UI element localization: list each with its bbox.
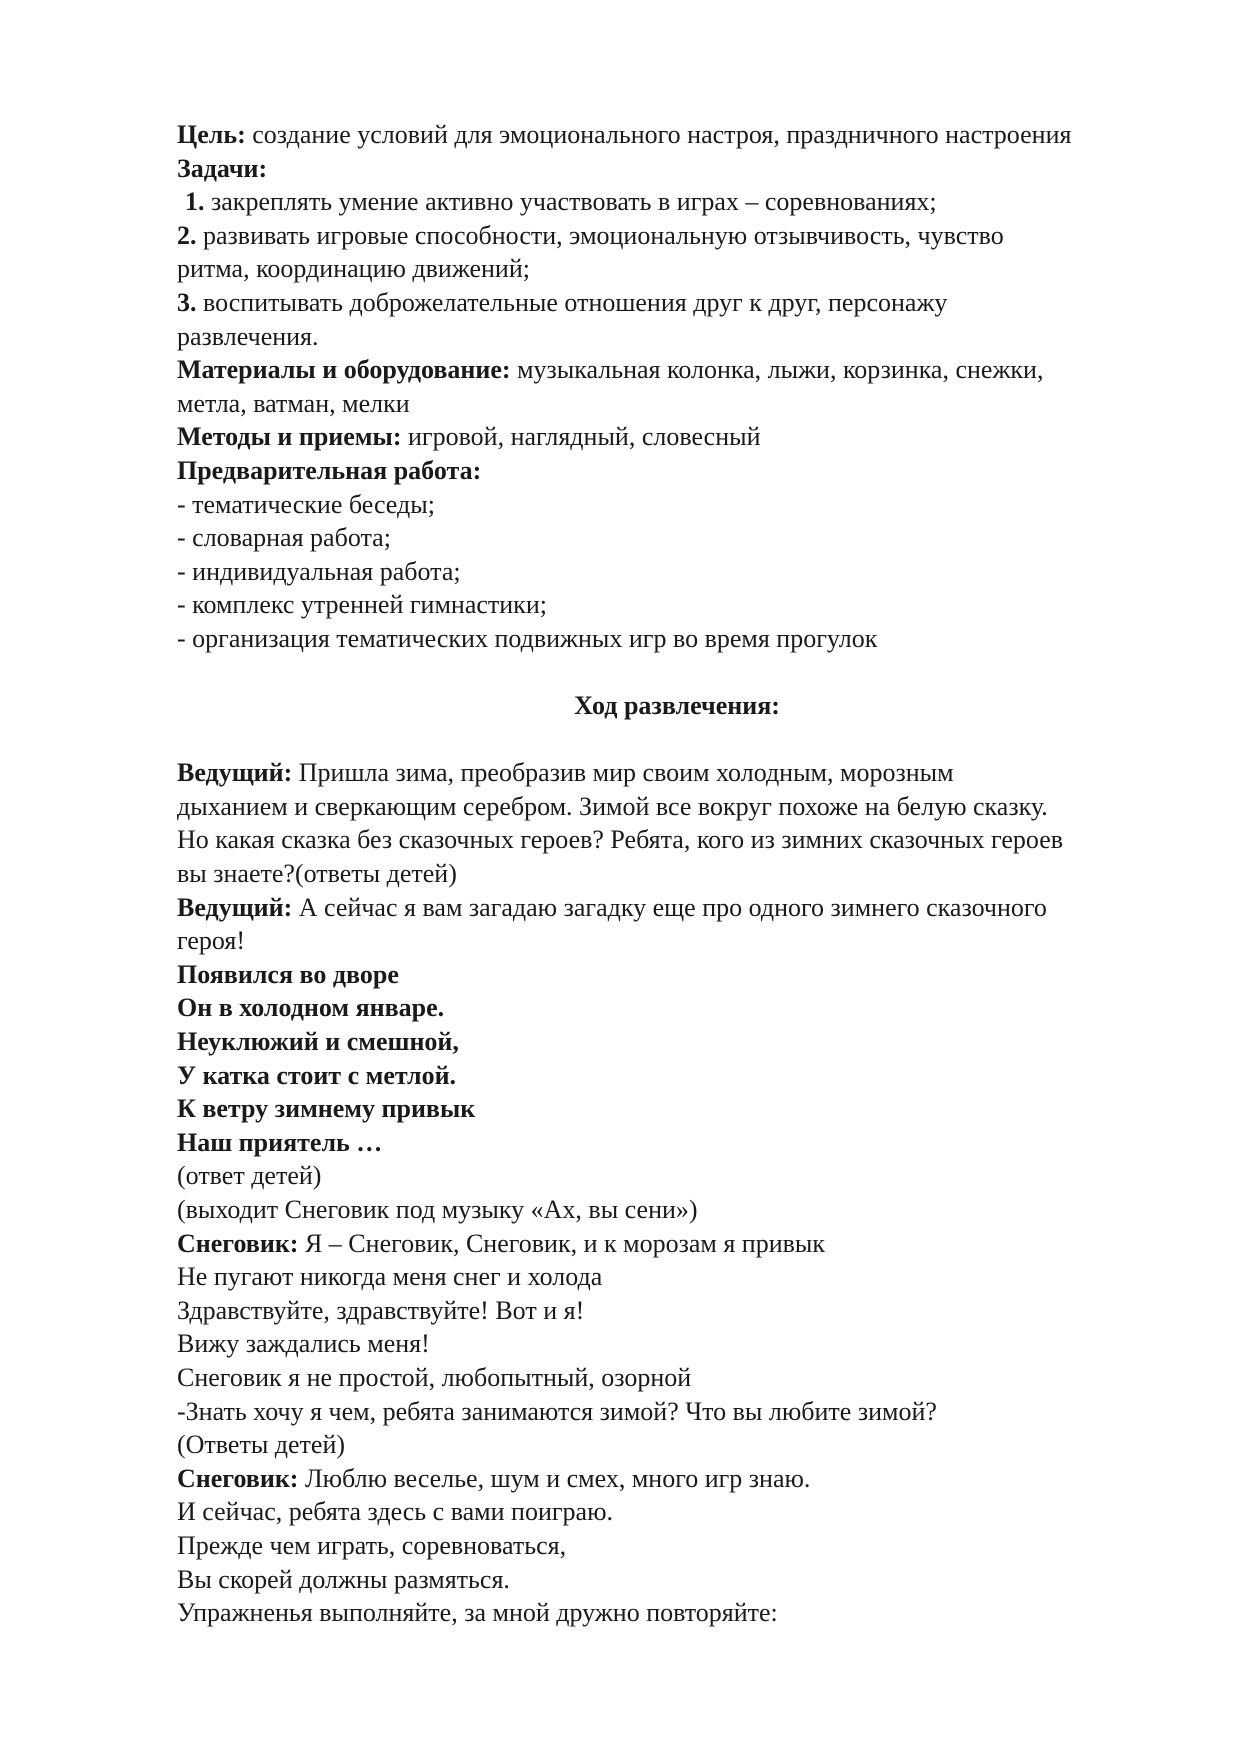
speech-text: Пришла зима, преобразив мир своим холодным, морозным	[292, 758, 954, 788]
snowman-line-1	[177, 1227, 1192, 1261]
methods-line	[177, 420, 1192, 454]
prep-heading: Предварительная работа:	[177, 455, 482, 485]
task-item-1	[177, 185, 1192, 219]
speaker-label: Снеговик:	[177, 1463, 299, 1493]
materials-text: музыкальная колонка, лыжи, корзинка, снежки,	[510, 355, 1044, 385]
task-number: 2.	[177, 220, 197, 250]
task-text: воспитывать доброжелательные отношения друг к друг, персонажу	[196, 287, 948, 317]
goal-label: Цель:	[177, 120, 246, 149]
snowman-line: Вижу заждались меня!	[177, 1329, 430, 1359]
riddle-line: Неуклюжий и смешной,	[177, 1027, 459, 1057]
snowman2-line: Прежде чем играть, соревноваться,	[177, 1530, 567, 1560]
speaker-label: Ведущий:	[177, 758, 293, 788]
speaker-label: Ведущий:	[177, 892, 293, 922]
host-line-4: вы знаете?(ответы детей)	[177, 859, 457, 889]
prep-item: - комплекс утренней гимнастики;	[177, 590, 547, 620]
methods-text: игровой, наглядный, словесный	[401, 422, 761, 452]
host2-line-2: героя!	[177, 926, 245, 956]
spacer	[177, 656, 1192, 690]
snowman-line: Снеговик я не простой, любопытный, озорной	[177, 1362, 692, 1392]
riddle-line: Появился во дворе	[177, 959, 399, 989]
task-number: 1.	[185, 187, 205, 217]
materials-continuation: метла, ватман, мелки	[177, 388, 410, 418]
riddle-line: К ветру зимнему привык	[177, 1094, 476, 1124]
tasks-heading: Задачи:	[177, 153, 268, 183]
task-text: развивать игровые способности, эмоциональную отзывчивость, чувство	[196, 220, 1004, 250]
goal-line	[177, 118, 1192, 152]
stage-note: (выходит Снеговик под музыку «Ах, вы сени»)	[177, 1195, 698, 1224]
speaker-label: Снеговик:	[177, 1228, 299, 1258]
host-line-1	[177, 756, 1192, 790]
speech-text: Я – Снеговик, Снеговик, и к морозам я привык	[298, 1228, 826, 1258]
speech-text: А сейчас я вам загадаю загадку еще про одного зимнего сказочного	[292, 892, 1047, 922]
task-item-3	[177, 286, 1192, 320]
snowman-line: Здравствуйте, здравствуйте! Вот и я!	[177, 1295, 585, 1325]
prep-item: - индивидуальная работа;	[177, 556, 461, 586]
snowman2-line: Упражненья выполняйте, за мной дружно повторяйте:	[177, 1598, 778, 1628]
host-line-2: дыханием и сверкающим серебром. Зимой все вокруг похоже на белую сказку.	[177, 791, 1048, 821]
document-content	[177, 118, 1192, 1630]
spacer	[177, 723, 1192, 757]
riddle-line: Он в холодном январе.	[177, 993, 445, 1023]
task-item-2-continuation: ритма, координацию движений;	[177, 254, 530, 284]
course-title: Ход развлечения:	[574, 691, 780, 721]
task-item-3-continuation: развлечения.	[177, 321, 319, 351]
host-line-3: Но какая сказка без сказочных героев? Ребята, кого из зимних сказочных героев	[177, 825, 1064, 855]
snowman2-line: Вы скорей должны размяться.	[177, 1564, 510, 1594]
methods-label: Методы и приемы:	[177, 422, 402, 452]
riddle-line: У катка стоит с метлой.	[177, 1060, 457, 1090]
snowman-line: Не пугают никогда меня снег и холода	[177, 1262, 603, 1292]
snowman-line: -Знать хочу я чем, ребята занимаются зимой? Что вы любите зимой?	[177, 1396, 937, 1426]
snowman2-line-1	[177, 1462, 1192, 1496]
task-text: закреплять умение активно участвовать в играх – соревнованиях;	[204, 187, 937, 217]
host2-line-1	[177, 891, 1192, 925]
materials-label: Материалы и оборудование:	[177, 355, 511, 385]
task-item-2	[177, 219, 1192, 253]
speech-text: Люблю веселье, шум и смех, много игр знаю.	[298, 1463, 811, 1493]
goal-text: создание условий для эмоционального настроя, праздничного настроения	[245, 120, 1072, 149]
prep-item: - организация тематических подвижных игр во время прогулок	[177, 623, 878, 653]
stage-note: (ответ детей)	[177, 1161, 322, 1191]
prep-item: - тематические беседы;	[177, 489, 435, 519]
materials-line	[177, 353, 1192, 387]
snowman-line: (Ответы детей)	[177, 1430, 346, 1460]
riddle-line: Наш приятель …	[177, 1127, 383, 1157]
snowman2-line: И сейчас, ребята здесь с вами поиграю.	[177, 1497, 613, 1527]
prep-item: - словарная работа;	[177, 523, 391, 553]
task-number: 3.	[177, 287, 197, 317]
